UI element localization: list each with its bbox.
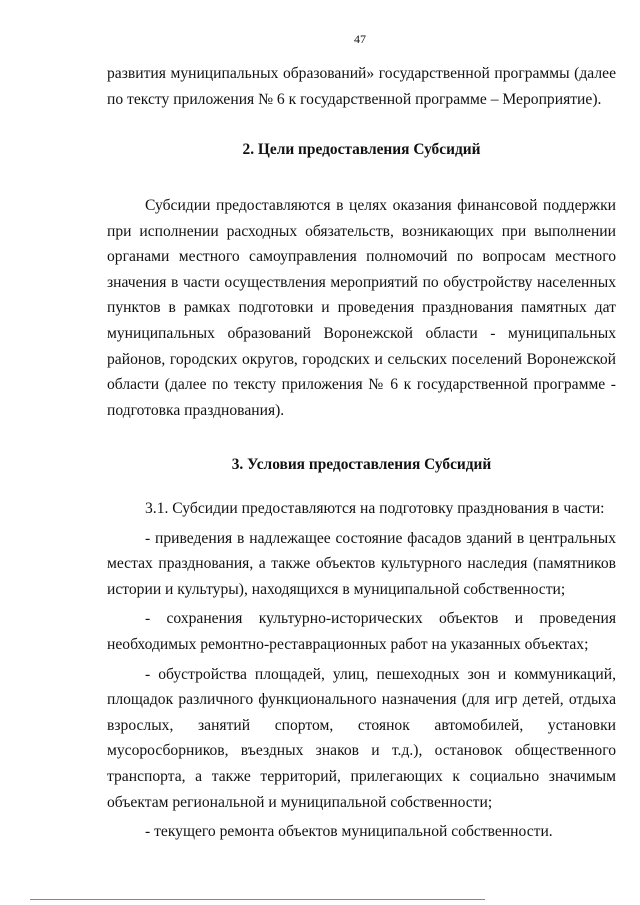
section-3-paragraph: - приведения в надлежащее состояние фасадов зданий в центральных местах празднования, а также объектов культурного наследия (памятников истории и культуры), находящихся в муниципальной собственности;	[107, 529, 616, 598]
section-3-paragraph: - обустройства площадей, улиц, пешеходных зон и коммуникаций, площадок различного функционального назначения (для игр детей, отдыха взрослых, занятий спортом, стоянок автомобилей, установки мусоросборников, въездных знаков и т.д.), остановок общественного транспорта, а также территорий, прилегающих к социально значимым объектам региональной и муниципальной собственности;	[107, 665, 616, 811]
section-3-heading: 3. Условия предоставления Субсидий	[231, 456, 492, 473]
section-3-paragraph: - текущего ремонта объектов муниципальной собственности.	[145, 823, 553, 841]
footer-rule	[30, 899, 485, 900]
intro-paragraph-block	[107, 61, 616, 112]
section-3-paragraph: - сохранения культурно-исторических объектов и проведения необходимых ремонтно-реставрационных работ на указанных объектах;	[107, 610, 616, 653]
section-2-heading: 2. Цели предоставления Субсидий	[242, 141, 481, 158]
page-number: 47	[354, 32, 366, 46]
section-2-paragraph: Субсидии предоставляются в целях оказания финансовой поддержки при исполнении расходных обязательств, возникающих при выполнении органами местного самоуправления полномочий по вопросам местного значения в части осуществления мероприятий по обустройству населенных пунктов в рамках подготовки и проведения празднования памятных дат муниципальных образований Воронежской области - муниципальных районов, городских округов, городских и сельских поселений Воронежской области (далее по тексту приложения № 6 к государственной программе - подготовка празднования).	[107, 197, 616, 419]
section-3-body	[107, 496, 616, 845]
intro-paragraph: развития муниципальных образований» государственной программы (далее по тексту приложения № 6 к государственной программе – Мероприятие).	[107, 65, 616, 108]
section-2-body	[107, 193, 616, 423]
section-3-paragraph: 3.1. Субсидии предоставляются на подготовку празднования в части:	[145, 500, 605, 517]
